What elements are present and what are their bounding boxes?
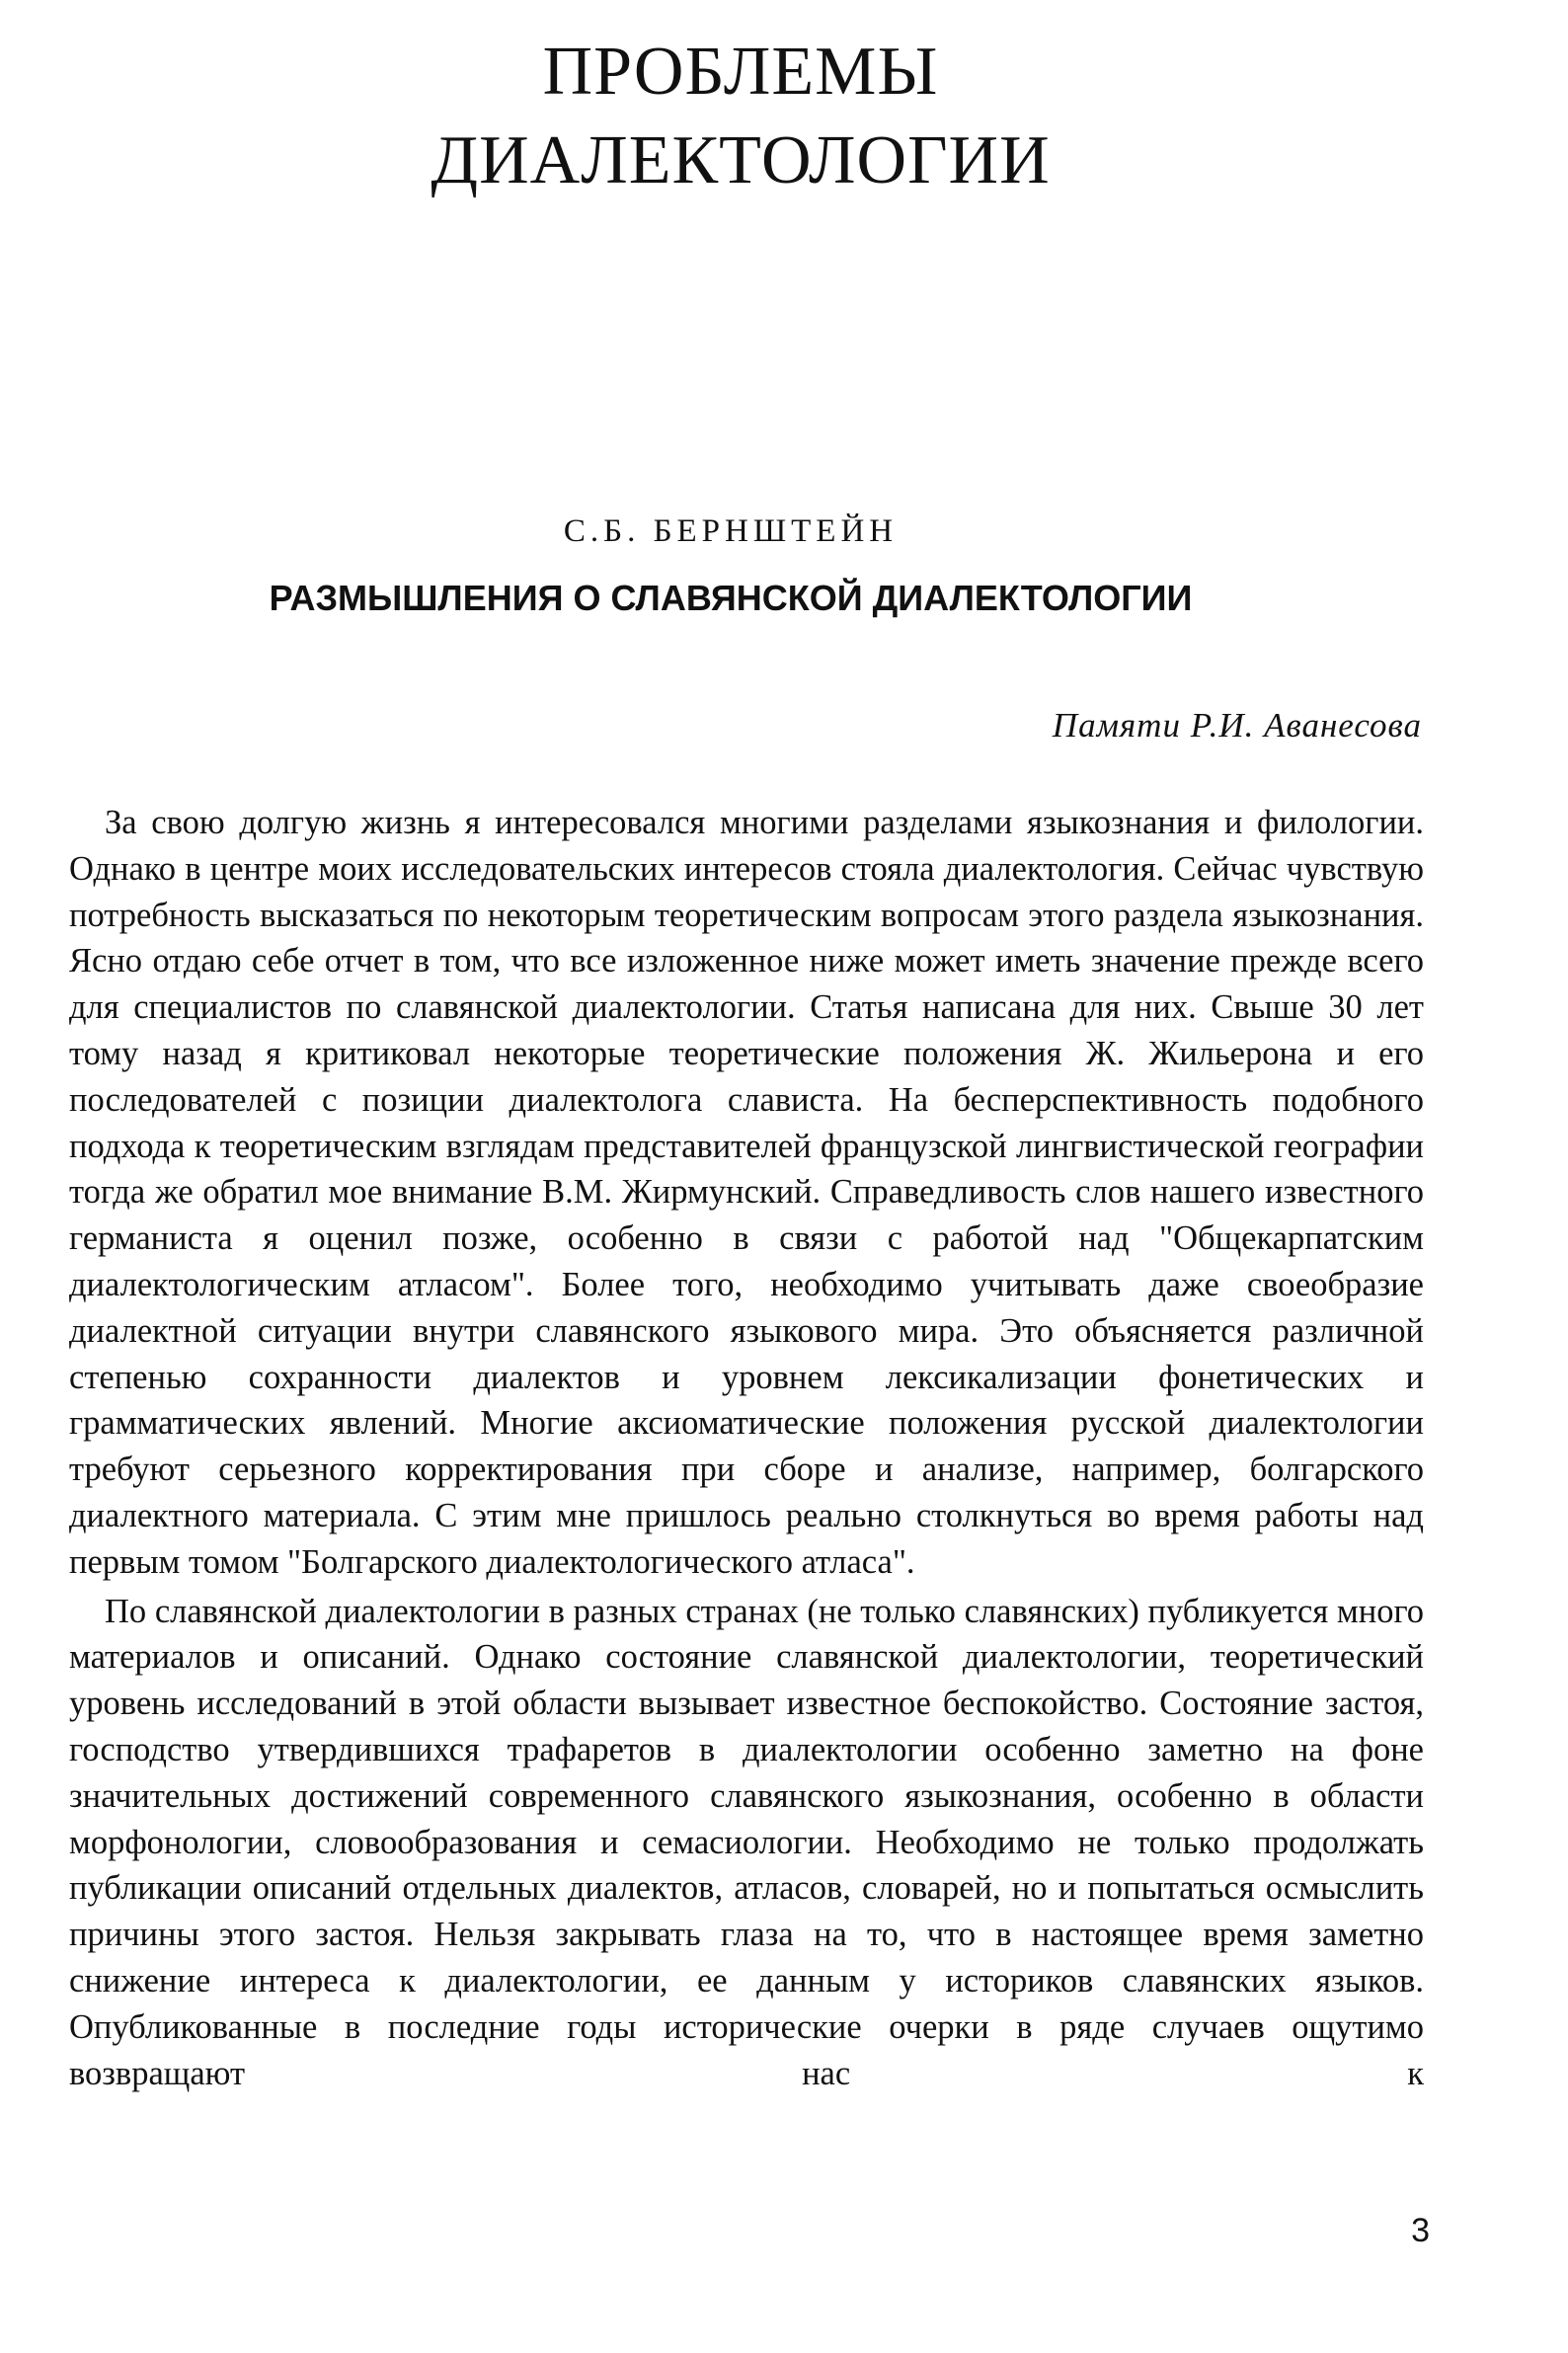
page-number: 3 — [1411, 2212, 1430, 2249]
section-title-line-1: ПРОБЛЕМЫ — [542, 34, 939, 110]
section-title-line-2: ДИАЛЕКТОЛОГИИ — [431, 122, 1051, 198]
section-title — [0, 28, 1481, 205]
article-title: РАЗМЫШЛЕНИЯ О СЛАВЯНСКОЙ ДИАЛЕКТОЛОГИИ — [269, 578, 1193, 618]
paragraph-2: По славянской диалектологии в разных странах (не только славянских) публикуется много материалов и описаний. Однако состояние славянской диалектологии, теоретический уровень исследований в этой области вызывает известное беспокойство. Состояние застоя, господство утвердившихся трафаретов в диалектологии особенно заметно на фоне значительных достижений современного славянского языкознания, особенно в области морфонологии, словообразования и семасиологии. Необходимо не только продолжать публикации описаний отдельных диалектов, атласов, словарей, но и попытаться осмыслить причины этого застоя. Нельзя закрывать глаза на то, что в настоящее время заметно снижение интереса к диалектологии, ее данным у историков славянских языков. Опубликованные в последние годы исторические очерки в ряде случаев ощутимо возвращают нас к — [69, 1592, 1424, 2092]
article-body — [69, 800, 1424, 2099]
dedication: Памяти Р.И. Аванесова — [1052, 706, 1422, 745]
article-author: С.Б. БЕРНШТЕЙН — [563, 513, 899, 549]
paragraph-1: За свою долгую жизнь я интересовался многими разделами языкознания и филологии. Однако в центре моих исследовательских интересов стояла диалектология. Сейчас чувствую потребность высказаться по некоторым теоретическим вопросам этого раздела языкознания. Ясно отдаю себе отчет в том, что все изложенное ниже может иметь значение прежде всего для специалистов по славянской диалектологии. Статья написана для них. Свыше 30 лет тому назад я критиковал некоторые теоретические положения Ж. Жильерона и его последователей с позиции диалектолога слависта. На бесперспективность подобного подхода к теоретическим взглядам представителей французской лингвистической географии тогда же обратил мое внимание В.М. Жирмунский. Справедливость слов нашего известного германиста я оценил позже, особенно в связи с работой над "Общекарпатским диалектологическим атласом". Более того, необходимо учитывать даже своеобразие диалектной ситуации внутри славянского языкового мира. Это объясняется различной степенью сохранности диалектов и уровнем лексикализации фонетических и грамматических явлений. Многие аксиоматические положения русской диалектологии требуют серьезного корректирования при сборе и анализе, например, болгарского диалектного материала. С этим мне пришлось реально столкнуться во время работы над первым томом "Болгарского диалектологического атласа". — [69, 804, 1424, 1581]
